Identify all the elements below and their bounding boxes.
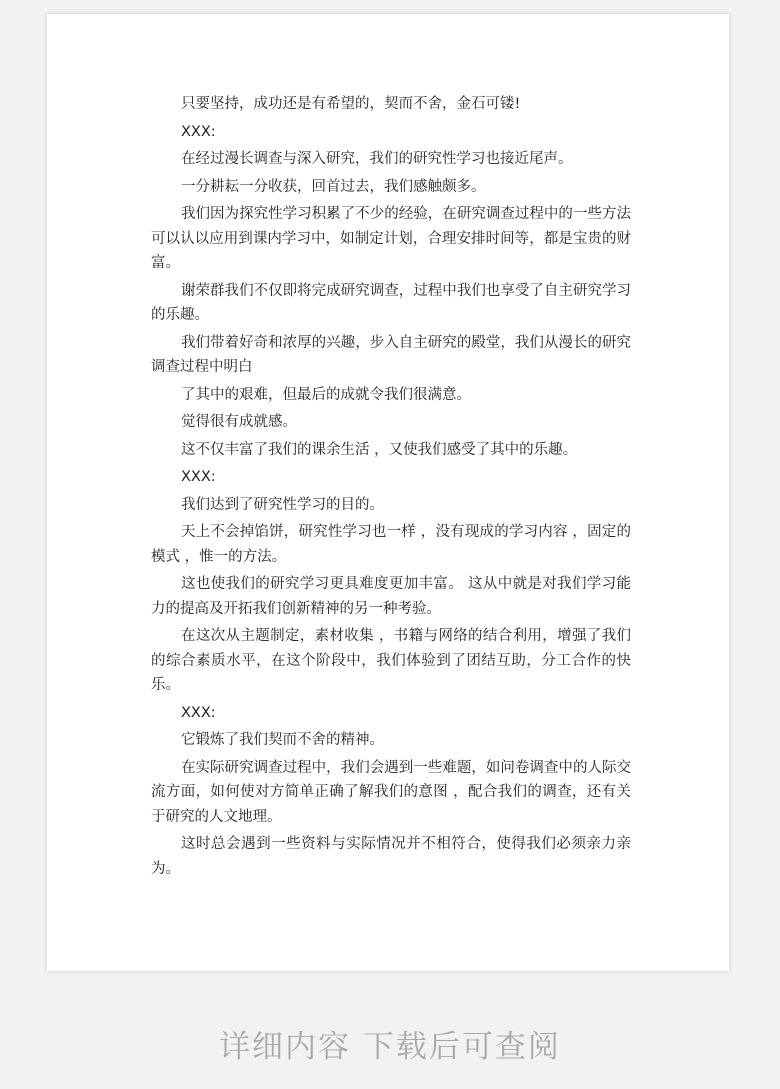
document-body (151, 92, 631, 884)
paragraph: 它锻炼了我们契而不舍的精神。 (181, 732, 384, 748)
paragraph: XXX: (181, 123, 216, 140)
paragraph: 在实际研究调查过程中，我们会遇到一些难题，如问卷调查中的人际交流方面，如何使对方简单正确了解我们的意图 ，配合我们的调查，还有关于研究的人文地理。 (151, 759, 631, 825)
paragraph: 只要坚持，成功还是有希望的，契而不舍，金石可镂! (181, 96, 521, 112)
paragraph: 谢荣群我们不仅即将完成研究调查，过程中我们也享受了自主研究学习的乐趣。 (151, 282, 631, 323)
paragraph: 这不仅丰富了我们的课余生活 ，又使我们感受了其中的乐趣。 (181, 441, 578, 458)
paragraph: 觉得很有成就感。 (181, 414, 297, 430)
paragraph: 我们达到了研究性学习的目的。 (181, 496, 384, 513)
paragraph: 这也使我们的研究学习更具难度更加丰富。 这从中就是对我们学习能力的提高及开拓我们创新精神的另一种考验。 (151, 576, 631, 617)
paragraph: XXX: (181, 469, 216, 485)
paragraph: XXX: (181, 704, 216, 721)
paragraph: 在这次从主题制定，素材收集 ，书籍与网络的结合利用，增强了我们的综合素质水平，在这个阶段中，我们体验到了团结互助，分工合作的快乐。 (151, 628, 631, 693)
download-prompt: 详细内容 下载后可查阅 (219, 1029, 561, 1065)
paragraph: 这时总会遇到一些资料与实际情况并不相符合，使得我们必须亲力亲为。 (151, 836, 631, 877)
paragraph: 我们因为探究性学习积累了不少的经验，在研究调查过程中的一些方法可以认以应用到课内学习中，如制定计划，合理安排时间等，都是宝贵的财富。 (151, 206, 631, 271)
paragraph: 天上不会掉馅饼，研究性学习也一样 ，没有现成的学习内容 ，固定的模式 ，惟一的方法。 (151, 524, 631, 565)
paragraph: 在经过漫长调查与深入研究，我们的研究性学习也接近尾声。 (181, 151, 573, 167)
paragraph: 我们带着好奇和浓厚的兴趣，步入自主研究的殿堂，我们从漫长的研究调查过程中明白 (151, 334, 631, 375)
paragraph: 一分耕耘一分收获，回首过去，我们感触颇多。 (181, 178, 486, 195)
paragraph: 了其中的艰难，但最后的成就令我们很满意。 (181, 386, 471, 403)
